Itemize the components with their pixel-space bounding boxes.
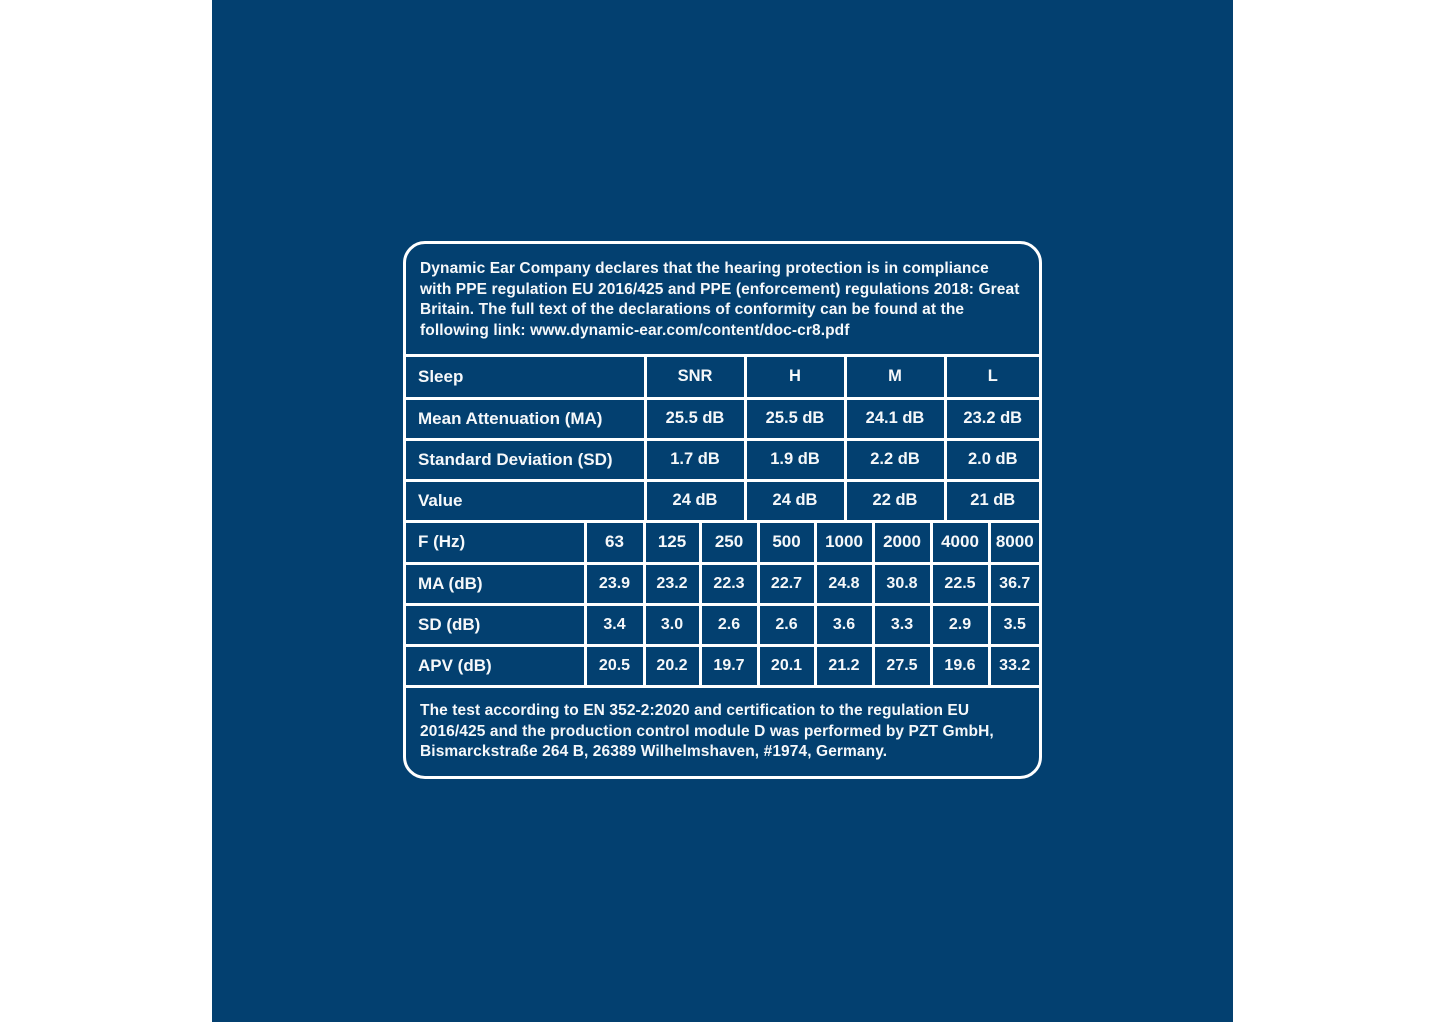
declaration-paragraph (406, 244, 1039, 357)
value-cell: 1.9 dB (745, 439, 845, 480)
hearing-protection-label (403, 241, 1042, 779)
table-row (406, 480, 1039, 521)
snr-header-row (406, 357, 1039, 398)
value-cell: 2.0 dB (945, 439, 1039, 480)
frequency-table (406, 523, 1039, 689)
test-note-paragraph: The test according to EN 352-2:2020 and certification to the regulation EU 2016/425 and the production control module D was performed by PZT GmbH, Bismarckstraße 264 B, 26389 Wilhelmshaven, #1974, Germany. (420, 702, 994, 760)
value-cell: 3.6 (815, 605, 873, 646)
value-cell: 20.2 (644, 646, 700, 687)
value-cell: 21.2 (815, 646, 873, 687)
column-header-cell: 8000 (989, 523, 1039, 564)
column-header-cell: 4000 (931, 523, 989, 564)
value-cell: 3.0 (644, 605, 700, 646)
value-cell: 21 dB (945, 480, 1039, 521)
value-cell: 22.7 (758, 564, 815, 605)
value-cell: 2.9 (931, 605, 989, 646)
value-cell: 22 dB (845, 480, 945, 521)
frequency-header-row (406, 523, 1039, 564)
value-cell: 23.2 (644, 564, 700, 605)
value-cell: 2.6 (758, 605, 815, 646)
value-cell: 2.6 (700, 605, 758, 646)
value-cell: 2.2 dB (845, 439, 945, 480)
column-header-cell: 1000 (815, 523, 873, 564)
value-cell: 24 dB (745, 480, 845, 521)
label-background (212, 0, 1233, 1022)
value-cell: 1.7 dB (645, 439, 745, 480)
value-cell: 19.6 (931, 646, 989, 687)
declaration-text: Dynamic Ear Company declares that the hearing protection is in compliance with PPE regulation EU 2016/425 and PPE (enforcement) regulations 2018: Great Britain. The full text of the declarations of conformity can be found at the following link: (420, 260, 1020, 339)
column-header-cell: 500 (758, 523, 815, 564)
value-cell: 22.5 (931, 564, 989, 605)
column-header-cell: 250 (700, 523, 758, 564)
value-cell: 3.4 (585, 605, 644, 646)
value-cell: 3.5 (989, 605, 1039, 646)
row-label-cell: APV (dB) (406, 646, 585, 687)
column-header-cell: 125 (644, 523, 700, 564)
value-cell: 23.2 dB (945, 398, 1039, 439)
column-header-cell: H (745, 357, 845, 398)
row-label-cell: MA (dB) (406, 564, 585, 605)
value-cell: 24.8 (815, 564, 873, 605)
snr-table (406, 357, 1039, 523)
column-header-cell: SNR (645, 357, 745, 398)
column-header-cell: 63 (585, 523, 644, 564)
value-cell: 19.7 (700, 646, 758, 687)
column-header-cell: M (845, 357, 945, 398)
row-label-cell: Standard Deviation (SD) (406, 439, 645, 480)
table-row (406, 605, 1039, 646)
value-cell: 23.9 (585, 564, 644, 605)
conformity-link: www.dynamic-ear.com/content/doc-cr8.pdf (530, 321, 850, 339)
table-row (406, 398, 1039, 439)
value-cell: 25.5 dB (745, 398, 845, 439)
row-label-cell: Mean Attenuation (MA) (406, 398, 645, 439)
column-header-cell: 2000 (873, 523, 931, 564)
value-cell: 22.3 (700, 564, 758, 605)
value-cell: 27.5 (873, 646, 931, 687)
row-label-cell: Sleep (406, 357, 645, 398)
row-label-cell: Value (406, 480, 645, 521)
value-cell: 24 dB (645, 480, 745, 521)
column-header-cell: L (945, 357, 1039, 398)
table-row (406, 439, 1039, 480)
value-cell: 20.5 (585, 646, 644, 687)
table-row (406, 564, 1039, 605)
value-cell: 36.7 (989, 564, 1039, 605)
value-cell: 30.8 (873, 564, 931, 605)
value-cell: 3.3 (873, 605, 931, 646)
row-label-cell: SD (dB) (406, 605, 585, 646)
value-cell: 33.2 (989, 646, 1039, 687)
value-cell: 24.1 dB (845, 398, 945, 439)
table-row (406, 646, 1039, 687)
row-label-cell: F (Hz) (406, 523, 585, 564)
value-cell: 20.1 (758, 646, 815, 687)
value-cell: 25.5 dB (645, 398, 745, 439)
